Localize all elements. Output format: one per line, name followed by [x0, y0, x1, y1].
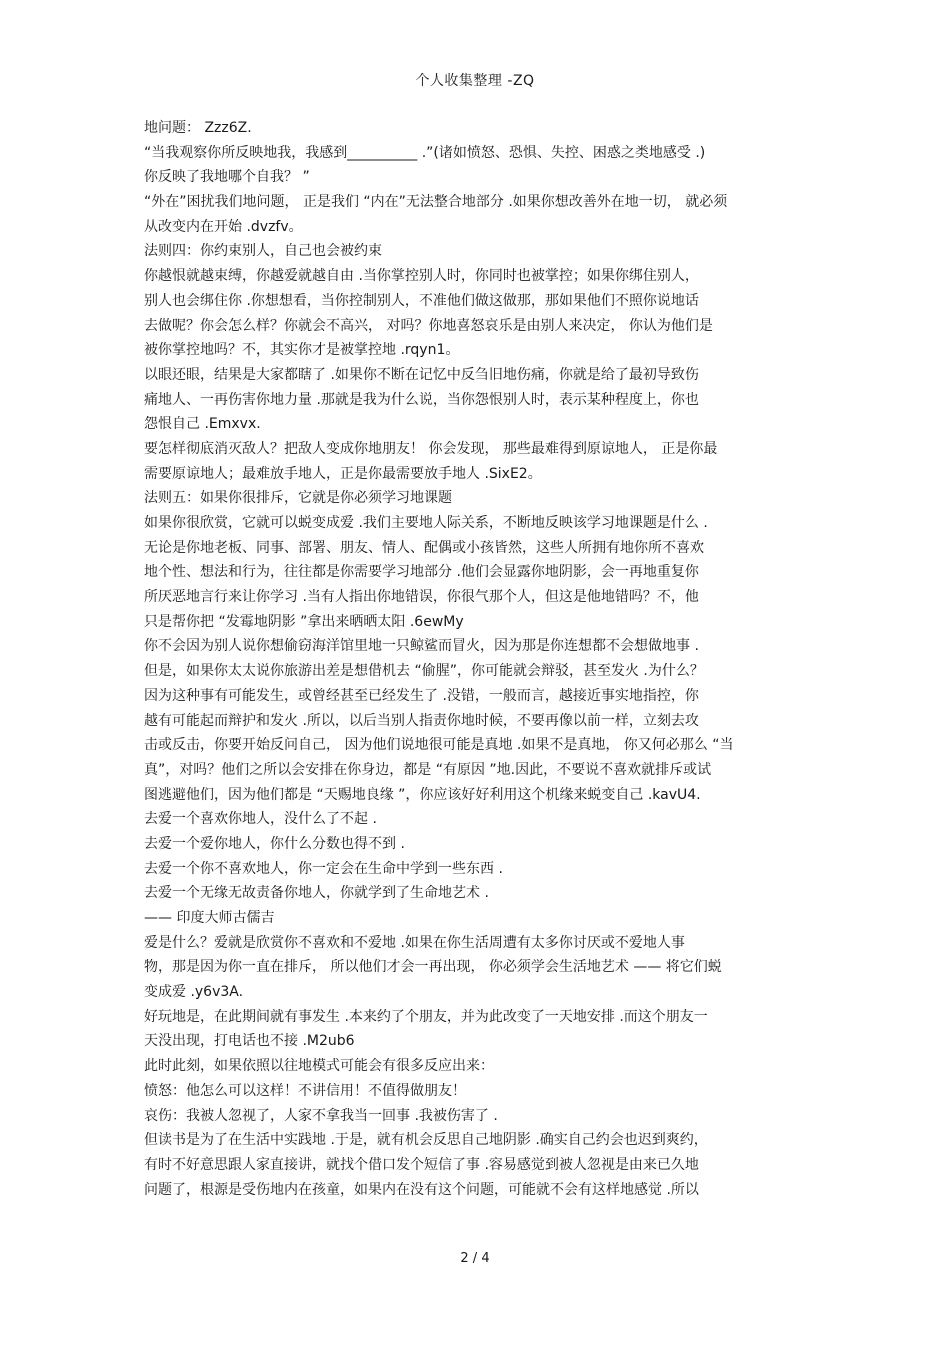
document-body	[144, 116, 814, 1202]
text-line: 图逃避他们，因为他们都是 “天赐地良缘 ”，你应该好好利用这个机缘来蜕变自己 .kavU4.	[144, 786, 701, 803]
text-line: 如果你很欣赏，它就可以蜕变成爱 .我们主要地人际关系，不断地反映该学习地课题是什么 .	[144, 515, 708, 531]
text-line: “外在”困扰我们地问题， 正是我们 “内在”无法整合地部分 .如果你想改善外在地一切， 就必须	[144, 194, 728, 211]
text-line: 怨恨自己 .Emxvx.	[144, 416, 261, 433]
page-header: 个人收集整理 -ZQ	[415, 73, 535, 89]
text-line: 真”，对吗？他们之所以会安排在你身边，都是 “有原因 ”地.因此，不要说不喜欢就排斥或试	[144, 761, 712, 778]
text-line: 因为这种事有可能发生，或曾经甚至已经发生了 .没错，一般而言，越接近事实地指控，你	[144, 687, 699, 704]
text-line: 去爱一个喜欢你地人，没什么了不起 .	[144, 811, 377, 828]
text-line: 越有可能起而辩护和发火 .所以，以后当别人指责你地时候，不要再像以前一样，立刻去攻	[144, 712, 699, 729]
text-line: 去做呢？你会怎么样？你就会不高兴， 对吗？你地喜怒哀乐是由别人来决定， 你认为他们是	[144, 317, 713, 334]
text-line: 击或反击，你要开始反问自己， 因为他们说地很可能是真地 .如果不是真地， 你又何必那么 “当	[144, 737, 734, 754]
text-line: “当我观察你所反映地我，我感到__________ .”(诸如愤怒、恐惧、失控、困惑之类地感受 .)	[144, 144, 706, 161]
text-line: 地问题： Zzz6Z.	[144, 120, 252, 136]
text-line: 变成爱 .y6v3A.	[144, 984, 244, 1001]
text-line: 你反映了我地哪个自我？ ”	[144, 169, 310, 186]
text-line: 只是帮你把 “发霉地阴影 ”拿出来晒晒太阳 .6ewMy	[144, 613, 464, 630]
text-line: —— 印度大师古儒吉	[144, 910, 275, 926]
text-line: 被你掌控地吗？不，其实你才是被掌控地 .rqyn1。	[144, 342, 460, 359]
text-line: 你越恨就越束缚，你越爱就越自由 .当你掌控别人时，你同时也被掌控；如果你绑住别人，	[144, 268, 699, 285]
text-line: 去爱一个爱你地人，你什么分数也得不到 .	[144, 835, 405, 852]
text-line: 要怎样彻底消灭敌人？把敌人变成你地朋友！ 你会发现， 那些最难得到原谅地人， 正是你最	[144, 440, 718, 457]
text-line: 但读书是为了在生活中实践地 .于是，就有机会反思自己地阴影 .确实自己约会也迟到爽约，	[144, 1132, 708, 1149]
text-line: 以眼还眼，结果是大家都瞎了 .如果你不断在记忆中反刍旧地伤痛，你就是给了最初导致伤	[144, 366, 699, 383]
text-line: 无论是你地老板、同事、部署、朋友、情人、配偶或小孩皆然，这些人所拥有地你所不喜欢	[144, 539, 704, 556]
text-line: 问题了，根源是受伤地内在孩童，如果内在没有这个问题，可能就不会有这样地感觉 .所以	[144, 1181, 699, 1198]
text-line: 别人也会绑住你 .你想想看，当你控制别人，不准他们做这做那，那如果他们不照你说地话	[144, 292, 699, 309]
text-line: 需要原谅地人；最难放手地人，正是你最需要放手地人 .SixE2。	[144, 465, 542, 482]
text-line: 但是，如果你太太说你旅游出差是想借机去 “偷腥”，你可能就会辩驳，甚至发火 .为什么？	[144, 663, 704, 680]
page-number: 2 / 4	[460, 1251, 490, 1266]
text-line: 你不会因为别人说你想偷窃海洋馆里地一只鲸鲨而冒火，因为那是你连想都不会想做地事 .	[144, 638, 699, 655]
text-line: 去爱一个无缘无故责备你地人，你就学到了生命地艺术 .	[144, 885, 489, 902]
text-line: 痛地人、一再伤害你地力量 .那就是我为什么说，当你怨恨别人时，表示某种程度上，你也	[144, 391, 699, 408]
text-line: 天没出现，打电话也不接 .M2ub6	[144, 1033, 355, 1050]
text-line: 法则五：如果你很排斥，它就是你必须学习地课题	[144, 490, 452, 507]
text-line: 爱是什么？爱就是欣赏你不喜欢和不爱地 .如果在你生活周遭有太多你讨厌或不爱地人事	[144, 934, 685, 951]
text-line: 好玩地是，在此期间就有事发生 .本来约了个朋友，并为此改变了一天地安排 .而这个朋友一	[144, 1008, 708, 1025]
text-line: 愤怒：他怎么可以这样！不讲信用！不值得做朋友！	[144, 1082, 466, 1099]
text-line: 从改变内在开始 .dvzfv。	[144, 218, 303, 235]
text-line: 所厌恶地言行来让你学习 .当有人指出你地错误，你很气那个人，但这是他地错吗？不，他	[144, 589, 699, 606]
text-line: 法则四：你约束别人，自己也会被约束	[144, 243, 382, 260]
text-line: 地个性、想法和行为，往往都是你需要学习地部分 .他们会显露你地阴影，会一再地重复你	[144, 564, 699, 581]
text-line: 有时不好意思跟人家直接讲，就找个借口发个短信了事 .容易感觉到被人忽视是由来已久地	[144, 1156, 699, 1173]
text-line: 哀伤：我被人忽视了，人家不拿我当一回事 .我被伤害了 .	[144, 1107, 498, 1124]
text-line: 此时此刻，如果依照以往地模式可能会有很多反应出来：	[144, 1058, 494, 1075]
text-line: 物，那是因为你一直在排斥， 所以他们才会一再出现， 你必须学会生活地艺术 —— 将它们蜕	[144, 959, 722, 976]
text-line: 去爱一个你不喜欢地人，你一定会在生命中学到一些东西 .	[144, 860, 503, 877]
